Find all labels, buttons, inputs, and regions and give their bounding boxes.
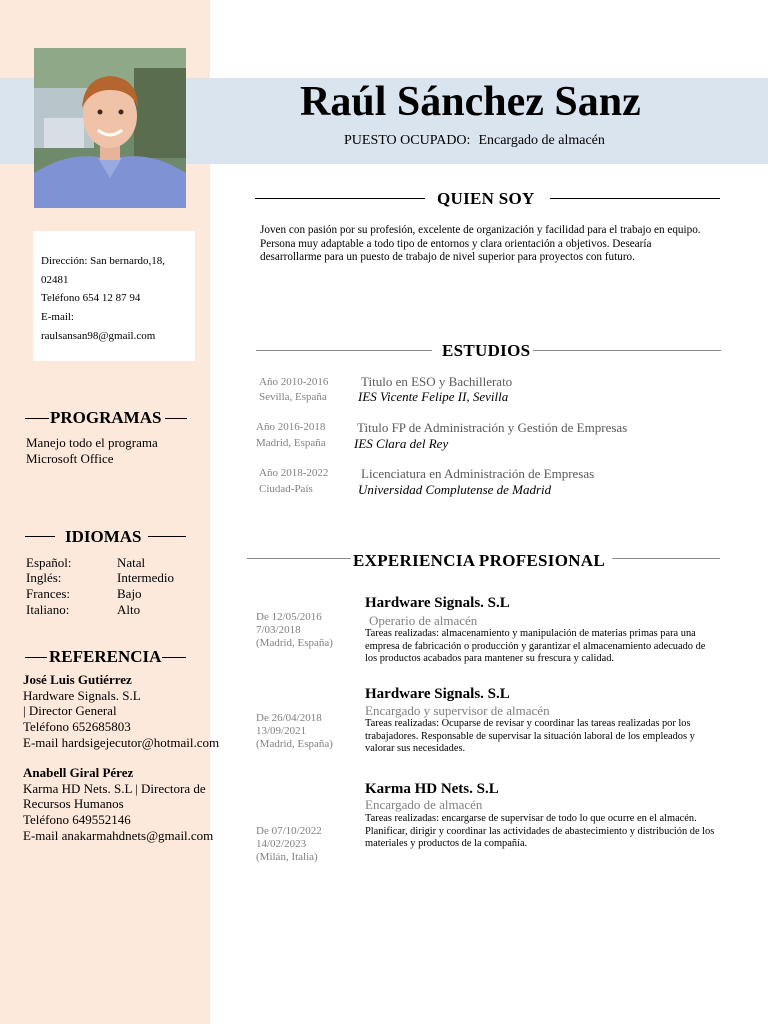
contact-postal-code: 02481 [41,274,69,286]
references-rule-right [162,657,186,658]
education-years: Año 2016-2018 [256,421,326,433]
experience-rule-right [612,558,720,559]
language-level: Bajo [117,586,142,601]
languages-title: IDIOMAS [65,527,142,546]
education-title: ESTUDIOS [442,341,531,360]
contact-email: raulsansan98@gmail.com [41,330,156,342]
experience-date-end: 7/03/2018 [256,624,301,636]
education-place: Madrid, España [256,437,326,449]
reference-item [23,672,219,751]
about-rule-left [255,198,425,199]
languages-rule-right [148,536,186,537]
language-name: Italiano: [26,602,70,617]
language-level: Natal [117,555,146,570]
language-row [26,570,175,585]
language-name: Español: [26,555,72,570]
experience-tasks: Tareas realizadas: Ocuparse de revisar y coordinar las tareas realizadas por los trabajadores. Responsable de supervisar la situación laboral de los empleados y valorar sus necesidades. [365,718,695,754]
experience-location: (Madrid, España) [256,637,333,649]
education-degree: Titulo FP de Administración y Gestión de Empresas [357,420,628,435]
programs-text: Manejo todo el programa Microsoft Office [26,435,158,466]
experience-date-start: De 12/05/2016 [256,611,322,623]
experience-role: Encargado de almacén [365,797,483,812]
experience-dates [256,712,333,751]
language-row [26,555,146,570]
education-years: Año 2018-2022 [259,467,329,479]
reference-phone: Teléfono 649552146 [23,812,131,828]
language-row [26,602,141,617]
reference-phone: Teléfono 652685803 [23,719,131,735]
reference-company: Hardware Signals. S.L [23,687,141,703]
education-school: Universidad Complutense de Madrid [358,482,552,497]
experience-tasks: Tareas realizadas: encargarse de supervisar de todo lo que ocurre en el almacén. Planificar, dirigir y coordinar las actividades de abastecimiento y distribución de los materiales y productos de la compañía. [365,813,715,849]
reference-company: Karma HD Nets. S.L | Directora de [23,780,206,796]
education-degree: Titulo en ESO y Bachillerato [361,374,513,389]
about-rule-right [550,198,720,199]
experience-dates [256,611,333,650]
language-name: Frances: [26,586,71,601]
experience-date-end: 14/02/2023 [256,838,307,850]
education-place: Ciudad-País [259,483,313,495]
experience-location: (Madrid, España) [256,738,333,750]
education-place: Sevilla, España [259,391,327,403]
experience-rule-left [247,558,351,559]
current-job [344,133,605,149]
experience-tasks: Tareas realizadas: almacenamiento y manipulación de materias primas para una empresa de fabricación o producción y garantizar el almacenamiento adecuado de los productos acabados para mantener su frescura y calidad. [365,628,706,664]
education-rule-right [533,350,721,351]
language-row [26,586,142,601]
experience-company: Hardware Signals. S.L [365,686,510,702]
contact-box [33,231,195,361]
experience-dates [256,825,322,864]
education-school: IES Vicente Felipe II, Sevilla [358,389,509,404]
contact-email-label: E-mail: [41,311,74,323]
language-name: Inglés: [26,570,62,585]
experience-role: Operario de almacén [369,613,478,628]
contact-address: Dirección: San bernardo,18, [41,255,166,267]
education-years: Año 2010-2016 [259,376,329,388]
experience-company: Karma HD Nets. S.L [365,781,499,797]
programs-title: PROGRAMAS [50,408,162,427]
reference-name: Anabell Giral Pérez [23,765,134,780]
full-name: Raúl Sánchez Sanz [300,79,641,125]
about-title: QUIEN SOY [437,189,535,208]
reference-name: José Luis Gutiérrez [23,672,132,687]
language-level: Alto [117,602,141,617]
experience-date-start: De 26/04/2018 [256,712,322,724]
education-school: IES Clara del Rey [354,436,449,451]
experience-role: Encargado y supervisor de almacén [365,703,550,718]
experience-company: Hardware Signals. S.L [365,595,510,611]
languages-rule-left [25,536,55,537]
experience-date-start: De 07/10/2022 [256,825,322,837]
references-rule-left [25,657,47,658]
reference-email: E-mail anakarmahdnets@gmail.com [23,827,214,843]
references-title: REFERENCIA [49,647,162,666]
experience-title: EXPERIENCIA PROFESIONAL [353,551,606,570]
education-degree: Licenciatura en Administración de Empresas [361,466,595,481]
profile-photo [34,48,186,208]
contact-phone: Teléfono 654 12 87 94 [41,292,141,304]
language-level: Intermedio [117,570,175,585]
reference-position: Recursos Humanos [23,796,124,812]
reference-position: | Director General [23,703,117,719]
job-label: PUESTO OCUPADO: [344,133,471,148]
experience-location: (Milán, Italia) [256,851,318,863]
programs-rule-left [25,418,49,419]
experience-date-end: 13/09/2021 [256,725,307,737]
job-value: Encargado de almacén [478,133,605,148]
programs-rule-right [165,418,187,419]
about-text: Joven con pasión por su profesión, excelente de organización y facilidad para el trabajo en equipo. Persona muy adaptable a todo tipo de entornos y clara orientación a objetivos. Desearía desarrollarme para un puesto de trabajo de nivel superior para proyectos con futuro. [260,224,701,263]
education-rule-left [256,350,432,351]
reference-item [23,765,213,844]
reference-email: E-mail hardsigejecutor@hotmail.com [23,734,220,750]
